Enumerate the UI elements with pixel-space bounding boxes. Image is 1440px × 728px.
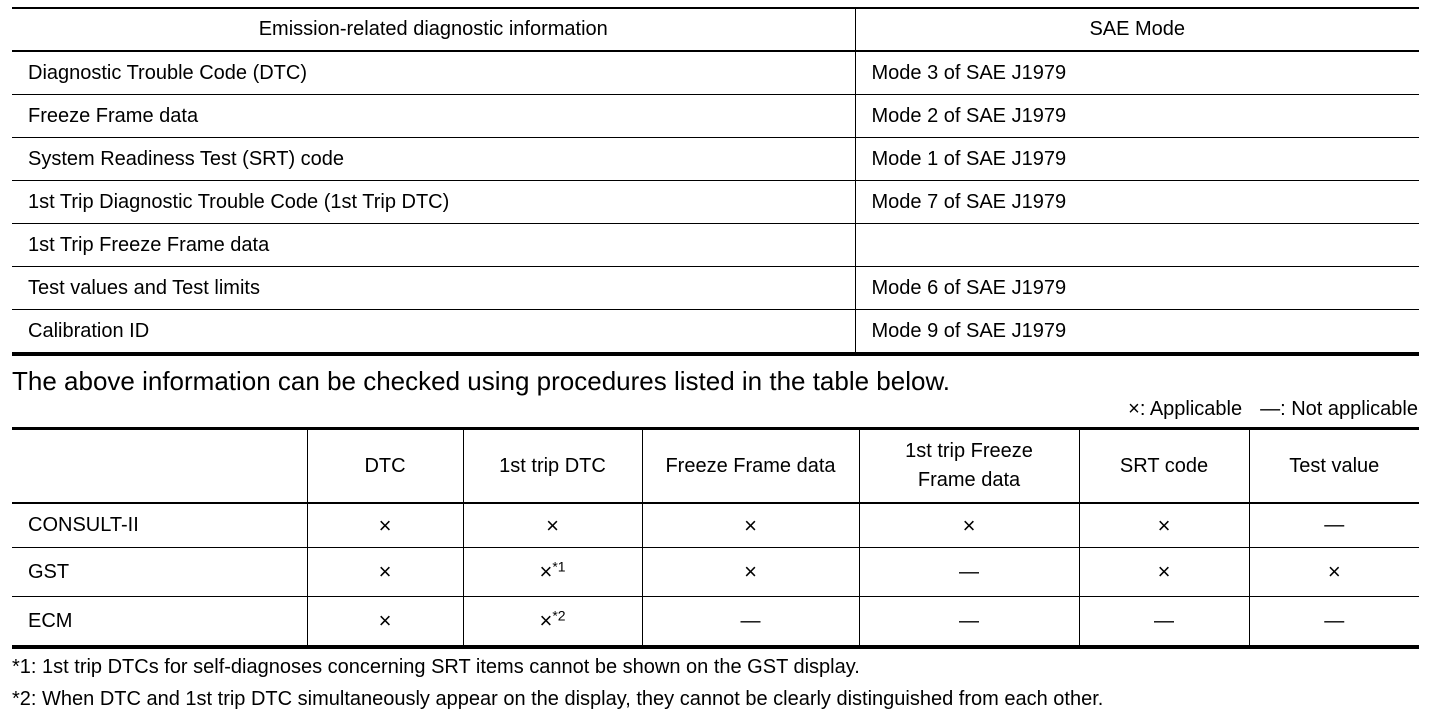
not-applicable-text: : Not applicable	[1280, 398, 1418, 420]
applicability-cell	[642, 597, 859, 648]
table-header-row	[12, 8, 1419, 51]
applicable-mark: ×	[1327, 559, 1341, 584]
table-row	[12, 503, 1419, 548]
applicable-mark: ×	[1157, 559, 1171, 584]
footnote-ref: *1	[552, 558, 566, 575]
legend	[1128, 398, 1418, 421]
info-item-cell: System Readiness Test (SRT) code	[12, 138, 855, 181]
footnote-1: *1: 1st trip DTCs for self-diagnoses concerning SRT items cannot be shown on the GST display.	[12, 656, 860, 678]
table-row	[12, 597, 1419, 648]
table-row	[12, 95, 1419, 138]
tool-label: CONSULT-II	[28, 514, 139, 536]
column-header: 1st trip Freeze Frame data	[859, 429, 1079, 504]
table-row	[12, 181, 1419, 224]
applicable-mark: ×	[1157, 512, 1171, 538]
info-item-cell: Calibration ID	[12, 310, 855, 355]
not-applicable-mark: —	[1324, 514, 1345, 536]
applicable-mark: ×	[744, 559, 757, 584]
sae-mode-cell: Mode 2 of SAE J1979	[855, 95, 1419, 138]
applicability-cell	[859, 503, 1079, 548]
applicable-mark: ×	[546, 512, 559, 538]
applicability-cell	[1079, 597, 1249, 648]
sae-mode-cell: Mode 9 of SAE J1979	[855, 310, 1419, 355]
info-item-cell: 1st Trip Diagnostic Trouble Code (1st Trip DTC)	[12, 181, 855, 224]
applicability-cell	[307, 597, 463, 648]
applicable-symbol: ×	[1128, 398, 1140, 420]
table-row	[12, 138, 1419, 181]
not-applicable-mark: —	[1324, 609, 1345, 632]
applicable-mark: ×	[378, 559, 392, 584]
not-applicable-mark: —	[959, 560, 979, 583]
column-header: Emission-related diagnostic information	[12, 8, 855, 51]
applicable-mark: ×	[744, 512, 757, 538]
tool-label: GST	[12, 548, 307, 597]
footnote-ref: *2	[552, 607, 566, 624]
applicability-cell	[1249, 548, 1419, 597]
applicable-mark: ×	[539, 559, 553, 584]
emission-info-table	[12, 7, 1419, 356]
applicability-cell	[859, 548, 1079, 597]
column-header	[12, 429, 307, 504]
column-header: Test value	[1249, 429, 1419, 504]
applicability-cell	[642, 503, 859, 548]
sae-mode-cell: Mode 6 of SAE J1979	[855, 267, 1419, 310]
column-header: SRT code	[1079, 429, 1249, 504]
sae-mode-cell: Mode 7 of SAE J1979	[855, 181, 1419, 224]
applicability-cell	[463, 503, 642, 548]
applicable-mark: ×	[378, 608, 392, 633]
column-header: DTC	[307, 429, 463, 504]
applicability-cell	[463, 597, 642, 648]
applicable-text: : Applicable	[1139, 398, 1243, 420]
applicability-cell	[1079, 548, 1249, 597]
applicability-cell	[463, 548, 642, 597]
applicability-cell	[307, 503, 463, 548]
not-applicable-symbol: —	[1260, 398, 1281, 420]
table-row	[12, 548, 1419, 597]
sae-mode-cell: Mode 1 of SAE J1979	[855, 138, 1419, 181]
column-header: SAE Mode	[855, 8, 1419, 51]
column-header: 1st trip DTC	[463, 429, 642, 504]
sae-mode-cell: Mode 3 of SAE J1979	[871, 61, 1067, 84]
not-applicable-mark: —	[959, 609, 979, 632]
applicability-cell	[859, 597, 1079, 648]
info-item-cell: Freeze Frame data	[12, 95, 855, 138]
sae-mode-cell	[855, 224, 1419, 267]
applicability-cell	[307, 548, 463, 597]
info-item-cell: 1st Trip Freeze Frame data	[12, 224, 855, 267]
applicability-cell	[642, 548, 859, 597]
applicability-cell	[1079, 503, 1249, 548]
procedure-note: The above information can be checked using procedures listed in the table below.	[12, 366, 951, 396]
info-item-cell: Test values and Test limits	[12, 267, 855, 310]
procedure-table	[12, 427, 1419, 649]
applicability-cell	[1249, 503, 1419, 548]
table-row	[12, 267, 1419, 310]
not-applicable-mark: —	[1154, 609, 1174, 632]
applicable-mark: ×	[962, 512, 976, 538]
column-header: Freeze Frame data	[642, 429, 859, 504]
applicable-mark: ×	[378, 512, 392, 538]
applicability-cell	[1249, 597, 1419, 648]
table-row	[12, 51, 1419, 95]
applicable-mark: ×	[539, 608, 553, 633]
table-header-row	[12, 429, 1419, 504]
info-item-cell: Diagnostic Trouble Code (DTC)	[12, 51, 855, 95]
table-row	[12, 224, 1419, 267]
tool-label: ECM	[12, 597, 307, 648]
footnote-2: *2: When DTC and 1st trip DTC simultaneously appear on the display, they cannot be clearly distinguished from each other.	[12, 688, 1104, 710]
table-row	[12, 310, 1419, 355]
not-applicable-mark: —	[740, 609, 761, 632]
